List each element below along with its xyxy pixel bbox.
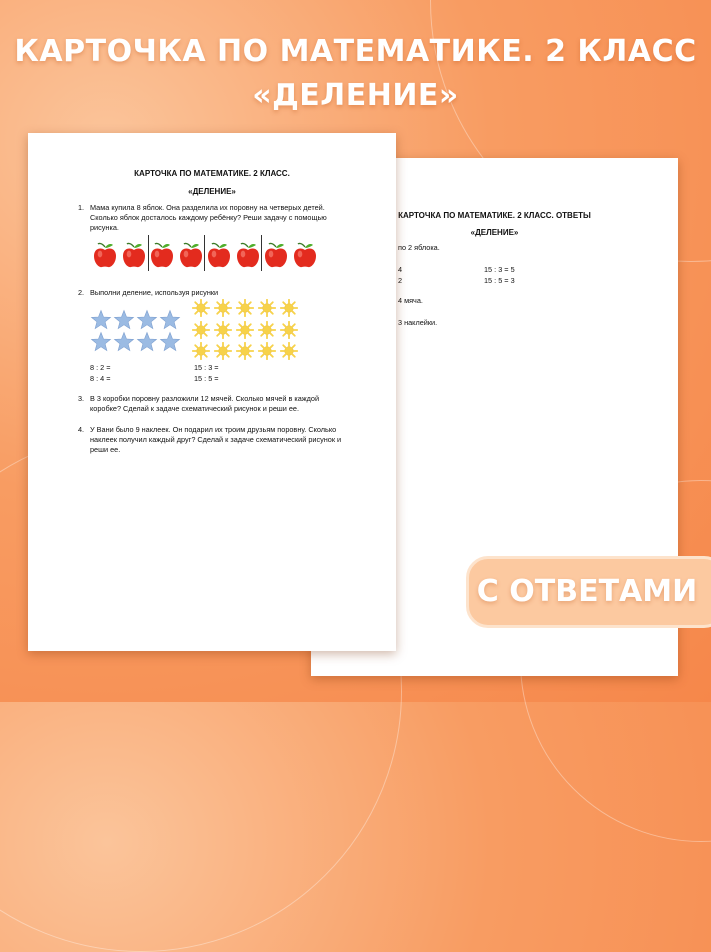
star-icon xyxy=(136,331,158,358)
task-sheet xyxy=(28,133,396,651)
answer-2-right-1: 15 : 3 = 5 xyxy=(484,265,515,274)
sun-icon xyxy=(236,321,254,344)
apple-icon xyxy=(120,241,148,269)
task3-line2: коробке? Сделай к задаче схематический рисунок и реши ее. xyxy=(90,404,300,413)
sun-icon xyxy=(280,299,298,322)
sun-icon xyxy=(280,321,298,344)
sun-icon xyxy=(192,299,210,322)
sun-icon xyxy=(258,321,276,344)
apple-divider xyxy=(148,235,149,271)
apple-icon xyxy=(148,241,176,269)
task-sheet-header: КАРТОЧКА ПО МАТЕМАТИКЕ. 2 КЛАСС. xyxy=(134,169,290,178)
sun-icon xyxy=(214,321,232,344)
sun-icon xyxy=(214,299,232,322)
answer-sheet-header: КАРТОЧКА ПО МАТЕМАТИКЕ. 2 КЛАСС. ОТВЕТЫ xyxy=(398,211,591,220)
equation-15-5: 15 : 5 = xyxy=(194,374,219,383)
star-icon xyxy=(113,331,135,358)
task4-line1: У Вани было 9 наклеек. Он подарил их троим друзьям поровну. Сколько xyxy=(90,425,337,434)
sun-icon xyxy=(280,342,298,365)
sun-icon xyxy=(236,342,254,365)
banner-title-line1: КАРТОЧКА ПО МАТЕМАТИКЕ. 2 КЛАСС xyxy=(14,34,697,69)
answer-2-right-2: 15 : 5 = 3 xyxy=(484,276,515,285)
banner-title-line2: «ДЕЛЕНИЕ» xyxy=(252,78,459,113)
apple-icon xyxy=(262,241,290,269)
task1-line1: Мама купила 8 яблок. Она разделила их поровну на четверых детей. xyxy=(90,203,325,212)
apple-divider xyxy=(261,235,262,271)
answer-2-left-1: 4 xyxy=(398,265,403,274)
equation-8-2: 8 : 2 = xyxy=(90,363,111,372)
task4-line3: реши ее. xyxy=(90,445,121,454)
sun-icon xyxy=(236,299,254,322)
answer-4: 3 наклейки. xyxy=(398,318,438,327)
task2-number: 2. xyxy=(78,288,85,297)
task4-number: 4. xyxy=(78,425,85,434)
sun-icon xyxy=(192,321,210,344)
task1-line2: Сколько яблок досталось каждому ребёнку? Реши задачу с помощью xyxy=(90,213,327,222)
task3-line1: В 3 коробки поровну разложили 12 мячей. Сколько мячей в каждой xyxy=(90,394,320,403)
task1-line3: рисунка. xyxy=(90,223,119,232)
star-icon xyxy=(159,331,181,358)
sun-icon xyxy=(192,342,210,365)
answers-badge xyxy=(466,556,711,628)
equation-8-4: 8 : 4 = xyxy=(90,374,111,383)
apple-icon xyxy=(91,241,119,269)
task-sheet-subheader: «ДЕЛЕНИЕ» xyxy=(188,187,236,196)
apple-icon xyxy=(291,241,319,269)
apple-icon xyxy=(234,241,262,269)
apple-icon xyxy=(205,241,233,269)
apple-icon xyxy=(177,241,205,269)
star-icon xyxy=(90,331,112,358)
sun-icon xyxy=(258,342,276,365)
task3-number: 3. xyxy=(78,394,85,403)
equation-15-3: 15 : 3 = xyxy=(194,363,219,372)
task2-text: Выполни деление, используя рисунки xyxy=(90,288,219,297)
task4-line2: наклеек получил каждый друг? Сделай к задаче схематический рисунок и xyxy=(90,435,342,444)
answers-badge-label: С ОТВЕТАМИ xyxy=(476,574,698,609)
sun-icon xyxy=(214,342,232,365)
apple-divider xyxy=(204,235,205,271)
answer-3: 4 мяча. xyxy=(398,296,423,305)
answer-2-left-2: 2 xyxy=(398,276,403,285)
sun-icon xyxy=(258,299,276,322)
task1-number: 1. xyxy=(78,203,85,212)
answer-1: по 2 яблока. xyxy=(398,243,440,252)
answer-sheet-subheader: «ДЕЛЕНИЕ» xyxy=(470,228,519,237)
